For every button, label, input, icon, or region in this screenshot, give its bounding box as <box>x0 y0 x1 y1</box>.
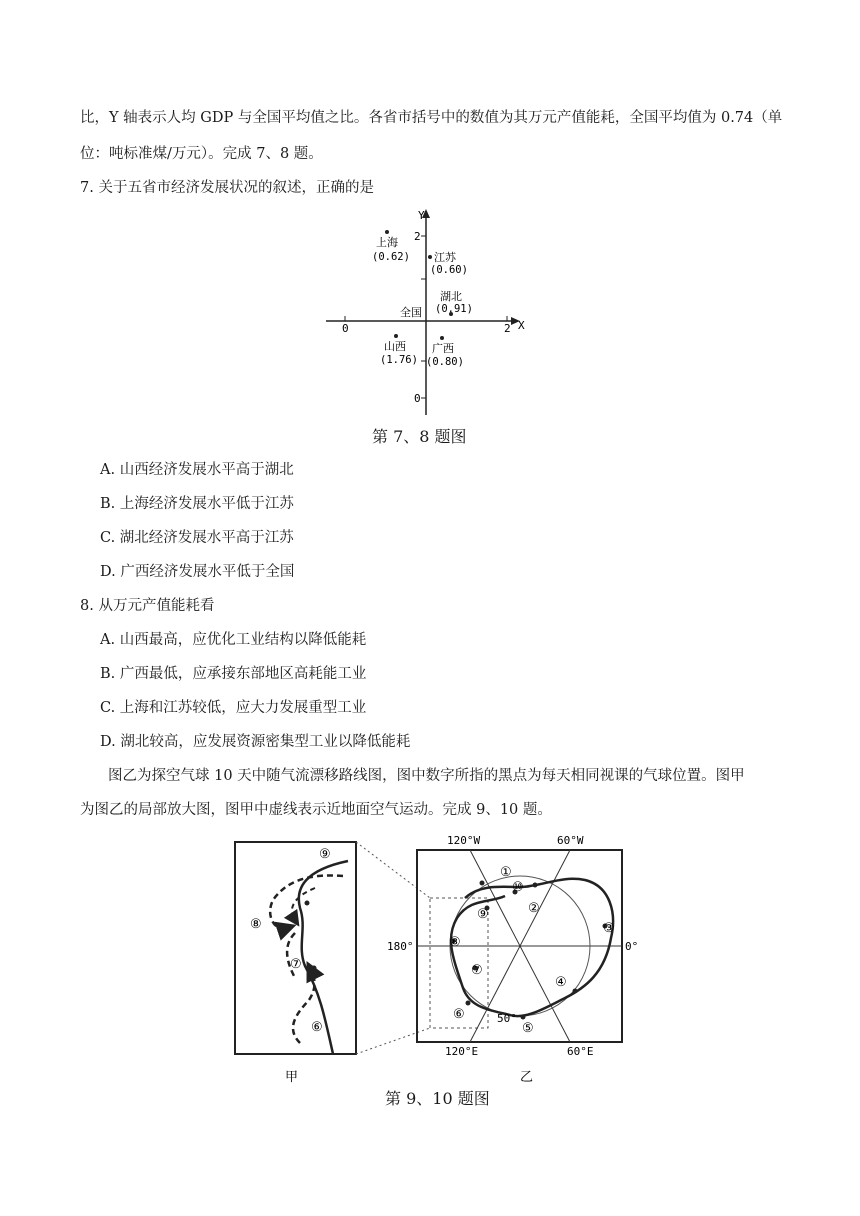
q7-option-a[interactable]: A. 山西经济发展水平高于湖北 <box>100 462 294 478</box>
value-hubei: (0.91) <box>435 303 473 315</box>
figure-7-8-scatter <box>320 205 540 425</box>
yi-day-9: ⑨ <box>477 907 489 922</box>
x-tick-2: 2 <box>504 322 511 335</box>
label-hubei: 湖北 <box>440 290 462 303</box>
yi-day-10: ⑩ <box>512 880 524 895</box>
intro-line-2: 位：吨标准煤/万元）。完成 7、8 题。 <box>80 146 323 162</box>
label-guangxi: 广西 <box>432 342 454 355</box>
q7-option-c[interactable]: C. 湖北经济发展水平高于江苏 <box>100 530 294 546</box>
x-axis-label: X <box>518 319 525 332</box>
point-shanghai <box>385 230 389 234</box>
jia-day-6: ⑥ <box>311 1020 323 1035</box>
value-jiangsu: (0.60) <box>430 264 468 276</box>
jia-day-9: ⑨ <box>319 847 331 862</box>
y-axis-label: Y <box>418 209 425 222</box>
q8-option-d[interactable]: D. 湖北较高，应发展资源密集型工业以降低能耗 <box>100 734 411 750</box>
yi-lon-60e: 60°E <box>567 1045 594 1058</box>
q8-option-b[interactable]: B. 广西最低，应承接东部地区高耗能工业 <box>100 666 367 682</box>
para2-line-2: 为图乙的局部放大图，图甲中虚线表示近地面空气运动。完成 9、10 题。 <box>80 802 552 818</box>
para2-line-1: 图乙为探空气球 10 天中随气流漂移路线图，图中数字所指的黑点为每天相同视课的气球位置。图甲 <box>108 768 745 784</box>
intro-line-1: 比，Y 轴表示人均 GDP 与全国平均值之比。各省市括号中的数值为其万元产值能耗，全国平均值为 0.74（单 <box>80 110 783 126</box>
question-7-stem: 7. 关于五省市经济发展状况的叙述，正确的是 <box>80 180 374 196</box>
q8-option-c[interactable]: C. 上海和江苏较低，应大力发展重型工业 <box>100 700 367 716</box>
jia-dashed-4 <box>292 888 315 920</box>
yi-day-5: ⑤ <box>522 1021 534 1036</box>
yi-day-3: ③ <box>603 921 615 936</box>
figure-9-10-caption: 第 9、10 题图 <box>385 1089 490 1108</box>
label-shanghai: 上海 <box>376 236 398 249</box>
yi-balloon-track <box>451 879 613 1016</box>
yi-day-6: ⑥ <box>453 1007 465 1022</box>
point-jiangsu <box>428 255 432 259</box>
yi-lon-180: 180° <box>387 940 414 953</box>
yi-lon-120e: 120°E <box>445 1045 479 1058</box>
yi-day-8: ⑧ <box>449 935 461 950</box>
y-tick-0: 0 <box>414 392 421 405</box>
label-jia: 甲 <box>285 1070 299 1085</box>
value-shanxi: (1.76) <box>380 354 418 366</box>
point-guangxi <box>440 336 444 340</box>
point-shanxi <box>394 334 398 338</box>
value-guangxi: (0.80) <box>426 356 464 368</box>
yi-day-2: ② <box>528 901 540 916</box>
question-8-stem: 8. 从万元产值能耗看 <box>80 598 215 614</box>
yi-day-4: ④ <box>555 975 567 990</box>
jia-day-8: ⑧ <box>250 917 262 932</box>
national-label: 全国 <box>400 306 422 319</box>
panel-jia-frame <box>235 842 356 1054</box>
yi-lon-60w: 60°W <box>557 834 584 847</box>
figure-9-10-map <box>225 828 639 1088</box>
jia-solid-track <box>299 861 348 1054</box>
y-tick-2: 2 <box>414 230 421 243</box>
jia-day-7: ⑦ <box>290 957 302 972</box>
yi-lon-0: 0° <box>625 940 639 953</box>
yi-day-7: ⑦ <box>471 963 483 978</box>
label-yi: 乙 <box>520 1070 534 1085</box>
label-jiangsu: 江苏 <box>434 251 456 264</box>
q8-option-a[interactable]: A. 山西最高，应优化工业结构以降低能耗 <box>100 632 367 648</box>
x-tick-0: 0 <box>342 322 349 335</box>
value-shanghai: (0.62) <box>372 251 410 263</box>
label-shanxi: 山西 <box>384 340 406 353</box>
figure-7-8-caption: 第 7、8 题图 <box>372 427 467 446</box>
q7-option-b[interactable]: B. 上海经济发展水平低于江苏 <box>100 496 294 512</box>
yi-lon-120w: 120°W <box>447 834 481 847</box>
q7-option-d[interactable]: D. 广西经济发展水平低于全国 <box>100 564 295 580</box>
yi-lat-50: 50° <box>497 1012 517 1025</box>
yi-day-1: ① <box>500 865 512 880</box>
